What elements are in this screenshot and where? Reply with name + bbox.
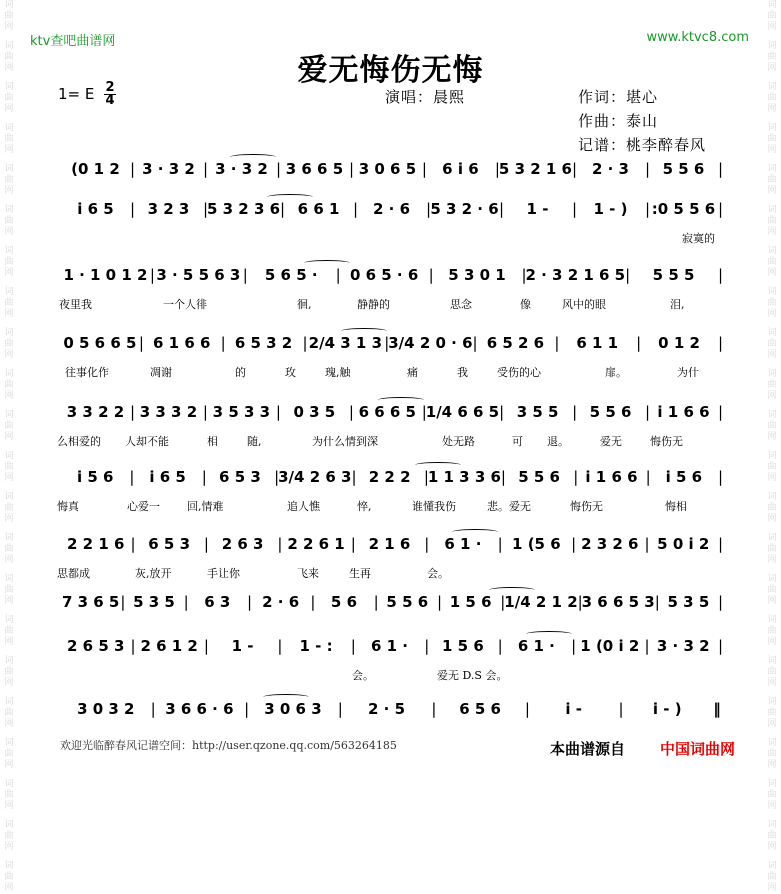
notation-row — [57, 535, 722, 553]
slur-mark — [341, 328, 387, 334]
barline: | — [421, 160, 427, 178]
watermark-text: 词曲网 — [4, 164, 14, 196]
measure: 5 6 5 · — [264, 266, 318, 284]
slur-mark — [304, 260, 350, 266]
barline: | — [644, 160, 651, 178]
watermark-text: 词曲网 — [767, 369, 777, 401]
watermark-text: 词曲网 — [767, 82, 777, 114]
measure: 6 3 — [204, 593, 231, 611]
slur-mark — [267, 194, 313, 200]
measure: i 1 6 6 — [585, 468, 638, 486]
lyric-text: 悔伤无 — [650, 435, 683, 448]
barline: | — [645, 403, 651, 421]
lyric-text: 泪, — [670, 298, 685, 311]
barline: | — [436, 593, 443, 611]
barline: | — [618, 700, 624, 718]
watermark-text: 词曲网 — [4, 697, 14, 729]
slur-mark — [526, 631, 572, 637]
barline: | — [275, 403, 281, 421]
barline: | — [274, 468, 280, 486]
watermark-text: 词曲网 — [4, 574, 14, 606]
lyric-text: 人却不能 — [125, 435, 169, 448]
barline: | — [130, 637, 136, 655]
watermark-text: 词曲网 — [767, 41, 777, 73]
measure: 1 (0 i 2 — [580, 637, 640, 655]
watermark-text: 词曲网 — [767, 164, 777, 196]
time-numerator: 2 — [105, 80, 115, 95]
composer: 作曲：泰山 — [578, 112, 659, 130]
barline: | — [353, 200, 359, 218]
watermark-text: 词曲网 — [4, 41, 14, 73]
watermark-right — [765, 0, 779, 893]
barline: | — [717, 535, 723, 553]
watermark-text: 词曲网 — [4, 451, 14, 483]
lyric-text: 为什么情到深 — [312, 435, 378, 448]
time-denominator: 4 — [105, 93, 115, 108]
time-signature — [104, 82, 116, 107]
lyric-text: 瑰,触 — [325, 366, 351, 379]
watermark-text: 词曲网 — [767, 738, 777, 770]
watermark-text: 词曲网 — [4, 0, 14, 32]
lyric-text: 会。 — [352, 669, 374, 682]
singer: 演唱：晨熙 — [385, 88, 466, 106]
watermark-text: 词曲网 — [4, 246, 14, 278]
lyric-text: 扉。 — [605, 366, 627, 379]
watermark-text: 词曲网 — [767, 492, 777, 524]
measure: 7 3 6 5 — [61, 593, 120, 611]
barline: | — [201, 468, 207, 486]
measure: 3 0 6 5 — [358, 160, 417, 178]
measure: 5 5 6 — [662, 160, 705, 178]
measure: 2 6 5 3 — [67, 637, 125, 655]
lyric-text: 生再 — [349, 567, 371, 580]
measure: 6 5 2 6 — [486, 334, 545, 352]
watermark-text: 词曲网 — [767, 615, 777, 647]
watermark-text: 词曲网 — [767, 205, 777, 237]
watermark-text: 词曲网 — [4, 369, 14, 401]
watermark-text: 词曲网 — [4, 820, 14, 852]
measure: 3 5 3 3 — [212, 403, 271, 421]
measure: 3 · 3 2 — [142, 160, 195, 178]
barline: | — [203, 535, 209, 553]
lyric-text: 相 — [207, 435, 218, 448]
measure: 1 - — [526, 200, 549, 218]
lyric-text: 悔真 — [57, 500, 79, 513]
lyric-text: 徊, — [297, 298, 312, 311]
song-title: 爱无悔伤无悔 — [297, 53, 484, 88]
measure: 2 2 6 1 — [287, 535, 345, 553]
measure: 1/4 2 1 2 — [504, 593, 578, 611]
measure: 3 0 3 2 — [77, 700, 135, 718]
measure: 3 2 3 — [147, 200, 190, 218]
barline: | — [499, 403, 505, 421]
measure: 5 5 6 — [589, 403, 632, 421]
barline: | — [717, 334, 724, 352]
lyric-text: 的 — [235, 366, 246, 379]
watermark-text: 词曲网 — [767, 820, 777, 852]
watermark-text: 词曲网 — [767, 697, 777, 729]
measure: 5 3 0 1 — [448, 266, 506, 284]
measure: 5 3 5 — [667, 593, 710, 611]
measure: i 6 5 — [149, 468, 186, 486]
barline: | — [202, 200, 209, 218]
site-link-right[interactable]: www.ktvc8.com — [646, 30, 749, 45]
lyric-text: 爱无 D.S 会。 — [437, 669, 508, 682]
barline: | — [572, 403, 578, 421]
measure: 2 6 3 — [221, 535, 264, 553]
watermark-text: 词曲网 — [4, 287, 14, 319]
measure: 2/4 3 1 3 — [308, 334, 383, 352]
lyric-text: 思念 — [450, 298, 472, 311]
barline: | — [571, 200, 578, 218]
barline: | — [573, 468, 579, 486]
measure: 6 6 6 5 — [358, 403, 416, 421]
barline: | — [571, 535, 577, 553]
notation-row — [57, 266, 722, 284]
watermark-text: 词曲网 — [767, 246, 777, 278]
barline: | — [302, 334, 308, 352]
measure: 2 2 1 6 — [67, 535, 125, 553]
barline: | — [138, 334, 144, 352]
barline: | — [202, 160, 209, 178]
watermark-text: 词曲网 — [4, 492, 14, 524]
measure: 2 · 3 — [591, 160, 629, 178]
measure: 6 1 · — [370, 637, 408, 655]
barline: | — [384, 334, 390, 352]
measure: 1/4 6 6 5 — [425, 403, 500, 421]
barline: | — [571, 160, 578, 178]
barline: | — [654, 593, 660, 611]
measure: 1 - ) — [593, 200, 628, 218]
barline: | — [644, 535, 650, 553]
measure: 6 5 3 — [219, 468, 261, 486]
barline: | — [718, 468, 724, 486]
measure: 2 · 3 2 1 6 5 — [525, 266, 626, 284]
measure: 6 5 6 — [459, 700, 501, 718]
watermark-text: 词曲网 — [767, 287, 777, 319]
barline: | — [424, 637, 430, 655]
measure: 6 5 3 — [148, 535, 191, 553]
barline: | — [129, 200, 136, 218]
measure: 3 0 6 3 — [264, 700, 322, 718]
barline: | — [129, 403, 136, 421]
barline: | — [335, 266, 341, 284]
lyric-text: 追人憔 — [287, 500, 320, 513]
measure: 3 · 3 2 — [215, 160, 268, 178]
brand-name[interactable]: 中国词曲网 — [660, 740, 736, 758]
barline: | — [426, 200, 432, 218]
notation-row — [57, 468, 722, 486]
watermark-text: 词曲网 — [4, 123, 14, 155]
lyric-text: 心爱一 — [127, 500, 160, 513]
watermark-text: 词曲网 — [767, 861, 777, 893]
watermark-text: 词曲网 — [767, 574, 777, 606]
measure: 3/4 2 6 3 — [278, 468, 352, 486]
watermark-text: 词曲网 — [4, 82, 14, 114]
measure: 2 3 2 6 — [581, 535, 639, 553]
source-label: 本曲谱源自 — [550, 740, 626, 758]
barline: | — [499, 200, 505, 218]
barline: | — [202, 403, 208, 421]
measure: 6 1 · — [444, 535, 482, 553]
lyric-text: 静静的 — [357, 298, 390, 311]
lyric-text: 回,情难 — [187, 500, 224, 513]
slur-mark — [489, 587, 535, 593]
measure: i 6 5 — [77, 200, 114, 218]
watermark-text: 词曲网 — [767, 533, 777, 565]
measure: 0 1 2 — [658, 334, 700, 352]
barline: | — [348, 160, 354, 178]
lyric-text: 爱无 — [600, 435, 622, 448]
barline: | — [220, 334, 226, 352]
measure: 5 3 2 · 6 — [430, 200, 499, 218]
notation-row — [57, 700, 722, 718]
slur-mark — [263, 694, 309, 700]
slur-mark — [452, 529, 498, 535]
barline: | — [554, 334, 560, 352]
measure: 6 1 1 — [576, 334, 619, 352]
lyric-text: 手让你 — [207, 567, 240, 580]
watermark-text: 词曲网 — [4, 328, 14, 360]
measure: 1 - — [231, 637, 254, 655]
watermark-text: 词曲网 — [4, 410, 14, 442]
barline: | — [373, 593, 379, 611]
lyric-text: 夜里我 — [59, 298, 92, 311]
barline: | — [718, 266, 724, 284]
notation-row — [57, 593, 722, 611]
barline: | — [428, 266, 434, 284]
barline: ‖ — [713, 700, 721, 718]
measure: 5 5 5 — [652, 266, 695, 284]
lyricist: 作词：堪心 — [578, 88, 659, 106]
notation-row — [57, 637, 722, 655]
barline: | — [636, 334, 642, 352]
measure: 0 5 6 6 5 — [63, 334, 137, 352]
lyric-text: 往事化作 — [65, 366, 109, 379]
barline: | — [500, 593, 506, 611]
barline: | — [424, 535, 430, 553]
measure: 2 · 6 — [262, 593, 300, 611]
watermark-left — [2, 0, 16, 893]
measure: 1 · 1 0 1 2 — [63, 266, 148, 284]
measure: 6 i 6 — [442, 160, 479, 178]
barline: | — [242, 266, 248, 284]
measure: 2 6 1 2 — [140, 637, 198, 655]
measure: 5 6 — [330, 593, 358, 611]
barline: | — [431, 700, 437, 718]
notation-row — [57, 160, 722, 178]
lyric-text: 会。 — [427, 567, 449, 580]
watermark-text: 词曲网 — [4, 615, 14, 647]
barline: | — [348, 403, 354, 421]
measure: i - — [565, 700, 582, 718]
measure: :0 5 5 6 — [651, 200, 716, 218]
measure: 6 6 1 — [297, 200, 340, 218]
barline: | — [350, 535, 356, 553]
barline: | — [246, 593, 253, 611]
measure: 0 6 5 · 6 — [349, 266, 419, 284]
measure: 6 1 6 6 — [153, 334, 211, 352]
measure: 5 3 2 3 6 — [206, 200, 281, 218]
measure: 3 6 6 5 3 — [581, 593, 655, 611]
barline: | — [423, 468, 429, 486]
barline: | — [130, 535, 136, 553]
barline: | — [120, 593, 126, 611]
measure: 1 - : — [299, 637, 333, 655]
measure: 3 6 6 5 — [285, 160, 344, 178]
barline: | — [644, 637, 650, 655]
lyric-text: 灰,放开 — [135, 567, 172, 580]
lyric-text: 谁懂我伤 — [412, 500, 456, 513]
barline: | — [277, 535, 283, 553]
barline: | — [277, 637, 283, 655]
barline: | — [129, 468, 135, 486]
lyric-text: 像 — [520, 298, 531, 311]
barline: | — [351, 468, 357, 486]
barline: | — [645, 468, 651, 486]
barline: | — [625, 266, 631, 284]
watermark-text: 词曲网 — [4, 779, 14, 811]
lyric-text: 飞来 — [297, 567, 319, 580]
watermark-text: 词曲网 — [4, 738, 14, 770]
lyric-text: 一个人徘 — [163, 298, 207, 311]
lyric-text: 寂寞的 — [682, 232, 715, 245]
lyric-text: 我 — [457, 366, 468, 379]
lyric-text: 凋谢 — [150, 366, 172, 379]
measure: 2 · 5 — [368, 700, 406, 718]
measure: 3 · 3 2 — [656, 637, 710, 655]
notation-row — [57, 200, 722, 218]
lyric-text: 可 — [512, 435, 523, 448]
lyric-text: 玫 — [285, 366, 296, 379]
notation-row — [57, 334, 722, 352]
watermark-text: 词曲网 — [767, 328, 777, 360]
measure: 6 1 · — [517, 637, 555, 655]
barline: | — [717, 637, 723, 655]
lyric-text: 思都成 — [57, 567, 90, 580]
barline: | — [644, 200, 651, 218]
watermark-text: 词曲网 — [4, 656, 14, 688]
barline: | — [183, 593, 189, 611]
measure: i 5 6 — [76, 468, 114, 486]
slur-mark — [230, 154, 276, 160]
barline: | — [497, 535, 503, 553]
barline: | — [472, 334, 478, 352]
measure: 2 2 2 — [368, 468, 411, 486]
slur-mark — [378, 397, 424, 403]
lyric-text: 悴, — [357, 500, 372, 513]
lyric-text: 随, — [247, 435, 262, 448]
barline: | — [571, 637, 577, 655]
measure: 5 0 i 2 — [657, 535, 710, 553]
measure: 0 3 5 — [293, 403, 336, 421]
watermark-text: 词曲网 — [767, 0, 777, 32]
lyric-text: 悔相 — [665, 500, 687, 513]
measure: (0 1 2 — [71, 160, 120, 178]
watermark-text: 词曲网 — [767, 656, 777, 688]
barline: | — [244, 700, 250, 718]
lyric-text: 悲。爱无 — [487, 500, 531, 513]
barline: | — [203, 637, 209, 655]
notation-row — [57, 403, 722, 421]
barline: | — [350, 637, 356, 655]
barline: | — [717, 200, 724, 218]
measure: 3 · 5 5 6 3 — [156, 266, 241, 284]
lyric-text: 退。 — [547, 435, 569, 448]
lyric-text: 为什 — [677, 366, 699, 379]
footer-visit-text: 欢迎光临醉春风记谱空间：http://user.qzone.qq.com/563264185 — [60, 739, 397, 752]
key-signature: 1= E — [58, 85, 95, 103]
watermark-text: 词曲网 — [767, 123, 777, 155]
lyric-text: 处无路 — [442, 435, 475, 448]
measure: i - ) — [652, 700, 682, 718]
barline: | — [310, 593, 316, 611]
barline: | — [500, 468, 506, 486]
measure: 3 5 5 — [516, 403, 559, 421]
barline: | — [280, 200, 286, 218]
measure: 2 1 6 — [368, 535, 411, 553]
barline: | — [494, 160, 500, 178]
barline: | — [521, 266, 527, 284]
transcriber: 记谱：桃李醉春风 — [578, 136, 707, 154]
site-link-left[interactable]: ktv查吧曲谱网 — [30, 34, 116, 49]
watermark-text: 词曲网 — [767, 451, 777, 483]
barline: | — [275, 160, 282, 178]
measure: i 1 6 6 — [657, 403, 710, 421]
barline: | — [129, 160, 136, 178]
barline: | — [524, 700, 530, 718]
measure: 3/4 2 0 · 6 — [388, 334, 473, 352]
watermark-text: 词曲网 — [4, 205, 14, 237]
measure: i 5 6 — [665, 468, 703, 486]
lyric-text: 痛 — [407, 366, 418, 379]
watermark-text: 词曲网 — [4, 861, 14, 893]
lyric-text: 风中的眼 — [562, 298, 606, 311]
measure: 5 3 2 1 6 — [498, 160, 572, 178]
measure: 5 5 6 — [518, 468, 560, 486]
barline: | — [337, 700, 343, 718]
barline: | — [421, 403, 427, 421]
measure: 2 · 6 — [373, 200, 411, 218]
watermark-text: 词曲网 — [767, 410, 777, 442]
watermark-text: 词曲网 — [767, 779, 777, 811]
watermark-text: 词曲网 — [4, 533, 14, 565]
slur-mark — [415, 462, 461, 468]
measure: 1 5 6 — [442, 637, 484, 655]
measure: 3 6 6 · 6 — [165, 700, 234, 718]
barline: | — [577, 593, 583, 611]
barline: | — [149, 266, 155, 284]
barline: | — [497, 637, 503, 655]
measure: 5 3 5 — [133, 593, 175, 611]
barline: | — [718, 593, 724, 611]
lyric-text: 受伤的心 — [497, 366, 541, 379]
measure: 1 1 3 3 6 — [427, 468, 501, 486]
barline: | — [717, 403, 724, 421]
barline: | — [717, 160, 724, 178]
measure: 6 5 3 2 — [234, 334, 293, 352]
measure: 3 3 2 2 — [66, 403, 125, 421]
measure: 1 (5 6 — [512, 535, 561, 553]
measure: 5 5 6 — [386, 593, 429, 611]
lyric-text: 悔伤无 — [570, 500, 603, 513]
measure: 3 3 3 2 — [139, 403, 198, 421]
measure: 1 5 6 — [449, 593, 492, 611]
barline: | — [150, 700, 156, 718]
lyric-text: 么相爱的 — [57, 435, 101, 448]
